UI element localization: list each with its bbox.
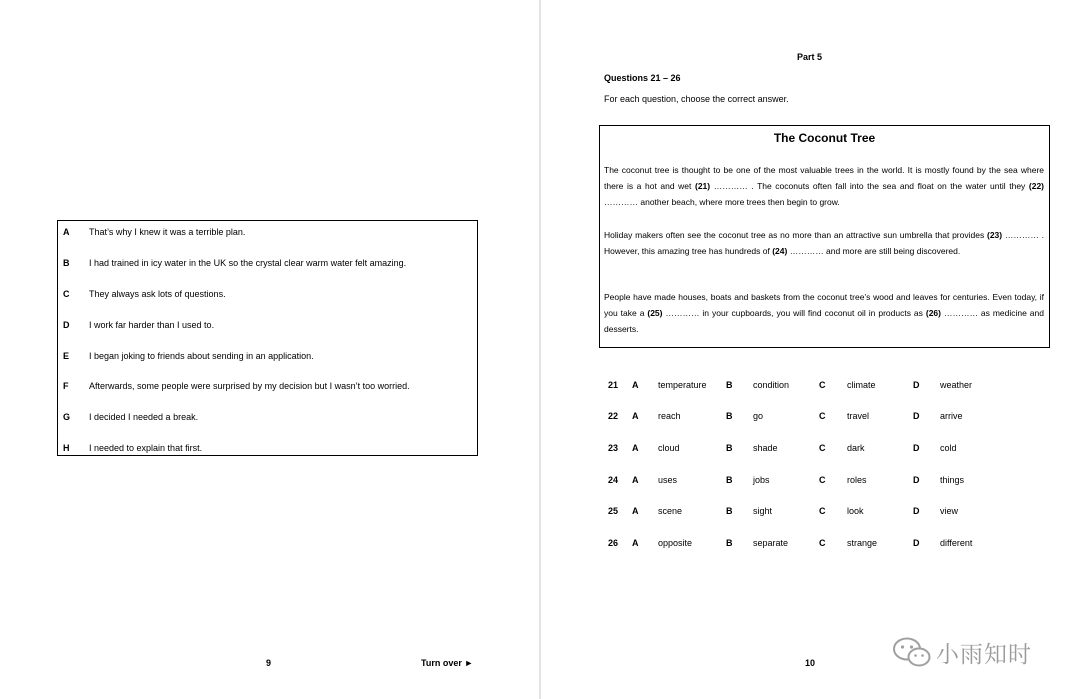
question-number: 24: [608, 475, 619, 485]
option-letter: E: [63, 351, 70, 361]
choice-letter-b: B: [726, 475, 733, 485]
option-letter: F: [63, 381, 69, 391]
choice-letter-d: D: [913, 380, 920, 390]
choice-a[interactable]: uses: [658, 475, 678, 485]
choice-letter-a: A: [632, 475, 639, 485]
choice-letter-b: B: [726, 538, 733, 548]
reading-text-box: [599, 125, 1050, 348]
choice-c[interactable]: travel: [847, 411, 870, 421]
paragraph-3: [604, 289, 1044, 337]
choice-letter-a: A: [632, 538, 639, 548]
choice-letter-a: A: [632, 380, 639, 390]
gap-26: (26): [925, 308, 941, 318]
option-text: I work far harder than I used to.: [89, 320, 215, 330]
choice-a[interactable]: temperature: [658, 380, 707, 390]
option-row: [58, 287, 477, 301]
question-number: 22: [608, 411, 619, 421]
text-title: The Coconut Tree: [773, 131, 876, 145]
choice-d[interactable]: view: [940, 506, 959, 516]
question-row: [541, 504, 1080, 518]
choice-letter-b: B: [726, 506, 733, 516]
text-segment: People have made houses, boats and baskets from the coconut tree’s wood and leaves for centuries. Even today, if you take a: [604, 292, 1044, 318]
choice-letter-b: B: [726, 443, 733, 453]
option-row: [58, 256, 477, 270]
choice-letter-c: C: [819, 506, 826, 516]
text-segment: ………… and more are still being discovered.: [787, 246, 961, 256]
text-segment: ………… . However, this amazing tree has hundreds of: [604, 230, 1045, 256]
choice-letter-c: C: [819, 475, 826, 485]
option-text: I had trained in icy water in the UK so the crystal clear warm water felt amazing.: [89, 258, 407, 268]
choice-a[interactable]: opposite: [658, 538, 693, 548]
choice-b[interactable]: jobs: [753, 475, 770, 485]
choice-letter-d: D: [913, 411, 920, 421]
option-letter: H: [63, 443, 70, 453]
right-page: [541, 0, 1080, 699]
choice-b[interactable]: go: [753, 411, 764, 421]
choice-a[interactable]: scene: [658, 506, 683, 516]
option-text: I decided I needed a break.: [89, 412, 199, 422]
option-text: Afterwards, some people were surprised by my decision but I wasn’t too worried.: [89, 381, 410, 391]
part-title: Part 5: [797, 52, 823, 62]
question-number: 23: [608, 443, 619, 453]
choice-letter-d: D: [913, 475, 920, 485]
choice-letter-a: A: [632, 411, 639, 421]
choice-letter-c: C: [819, 380, 826, 390]
option-row: [58, 318, 477, 332]
question-row: [541, 536, 1080, 550]
options-box: [57, 220, 478, 456]
watermark-text: 小雨知时: [936, 642, 1032, 668]
text-segment: ………… . The coconuts often fall into the sea and float on the water until they: [710, 181, 1029, 191]
choice-d[interactable]: weather: [940, 380, 973, 390]
option-letter: C: [63, 289, 70, 299]
choice-letter-d: D: [913, 443, 920, 453]
option-text: They always ask lots of questions.: [89, 289, 226, 299]
gap-24: (24): [772, 246, 788, 256]
choice-letter-b: B: [726, 411, 733, 421]
option-text: That’s why I knew it was a terrible plan.: [89, 227, 246, 237]
option-row: [58, 225, 477, 239]
gap-25: (25): [647, 308, 663, 318]
choice-b[interactable]: shade: [753, 443, 778, 453]
questions-range: Questions 21 – 26: [604, 73, 681, 83]
turn-over-label: Turn over ►: [421, 658, 474, 668]
choice-letter-d: D: [913, 506, 920, 516]
choice-letter-c: C: [819, 538, 826, 548]
choice-a[interactable]: reach: [658, 411, 681, 421]
choice-d[interactable]: cold: [940, 443, 957, 453]
option-letter: A: [63, 227, 70, 237]
choice-b[interactable]: sight: [753, 506, 773, 516]
option-row: [58, 379, 477, 393]
choice-b[interactable]: condition: [753, 380, 790, 390]
text-segment: ………… in your cupboards, you will find coconut oil in products as: [662, 308, 926, 318]
text-segment: The coconut tree is thought to be one of the most valuable trees in the world. It is mostly found by the sea where there is a hot and wet: [604, 165, 1044, 191]
gap-21: (21): [694, 181, 711, 191]
paragraph-1: [604, 162, 1044, 210]
choice-a[interactable]: cloud: [658, 443, 680, 453]
watermark: [892, 634, 1052, 670]
gap-22: (22): [1028, 181, 1045, 191]
text-segment: Holiday makers often see the coconut tree as no more than an attractive sun umbrella that provides: [604, 230, 987, 240]
option-row: [58, 349, 477, 363]
choice-d[interactable]: different: [940, 538, 973, 548]
option-letter: D: [63, 320, 70, 330]
choice-d[interactable]: arrive: [940, 411, 963, 421]
question-number: 26: [608, 538, 619, 548]
choice-letter-a: A: [632, 506, 639, 516]
text-segment: ………… as medicine and desserts.: [604, 308, 1044, 334]
question-row: [541, 409, 1080, 423]
wechat-icon: [892, 636, 932, 673]
instruction: For each question, choose the correct answer.: [604, 94, 789, 104]
option-text: I needed to explain that first.: [89, 443, 203, 453]
page-number-left: 9: [266, 658, 272, 668]
option-row: [58, 441, 477, 455]
left-page: [0, 0, 539, 699]
choice-letter-a: A: [632, 443, 639, 453]
choice-d[interactable]: things: [940, 475, 965, 485]
option-row: [58, 410, 477, 424]
option-letter: G: [63, 412, 71, 422]
text-segment: ………… another beach, where more trees then begin to grow.: [604, 197, 840, 207]
choice-letter-c: C: [819, 411, 826, 421]
choice-c[interactable]: strange: [847, 538, 878, 548]
choice-c[interactable]: roles: [847, 475, 867, 485]
choice-c[interactable]: climate: [847, 380, 876, 390]
option-text: I began joking to friends about sending in an application.: [89, 351, 314, 361]
question-number: 25: [608, 506, 619, 516]
choice-c[interactable]: look: [847, 506, 864, 516]
page-number-right: 10: [805, 658, 816, 668]
gap-23: (23): [986, 230, 1003, 240]
question-number: 21: [608, 380, 619, 390]
choice-b[interactable]: separate: [753, 538, 789, 548]
choice-letter-d: D: [913, 538, 920, 548]
choice-letter-c: C: [819, 443, 826, 453]
question-row: [541, 378, 1080, 392]
choice-c[interactable]: dark: [847, 443, 865, 453]
choice-letter-b: B: [726, 380, 733, 390]
paragraph-2: [604, 227, 1044, 259]
option-letter: B: [63, 258, 70, 268]
question-row: [541, 473, 1080, 487]
question-row: [541, 441, 1080, 455]
